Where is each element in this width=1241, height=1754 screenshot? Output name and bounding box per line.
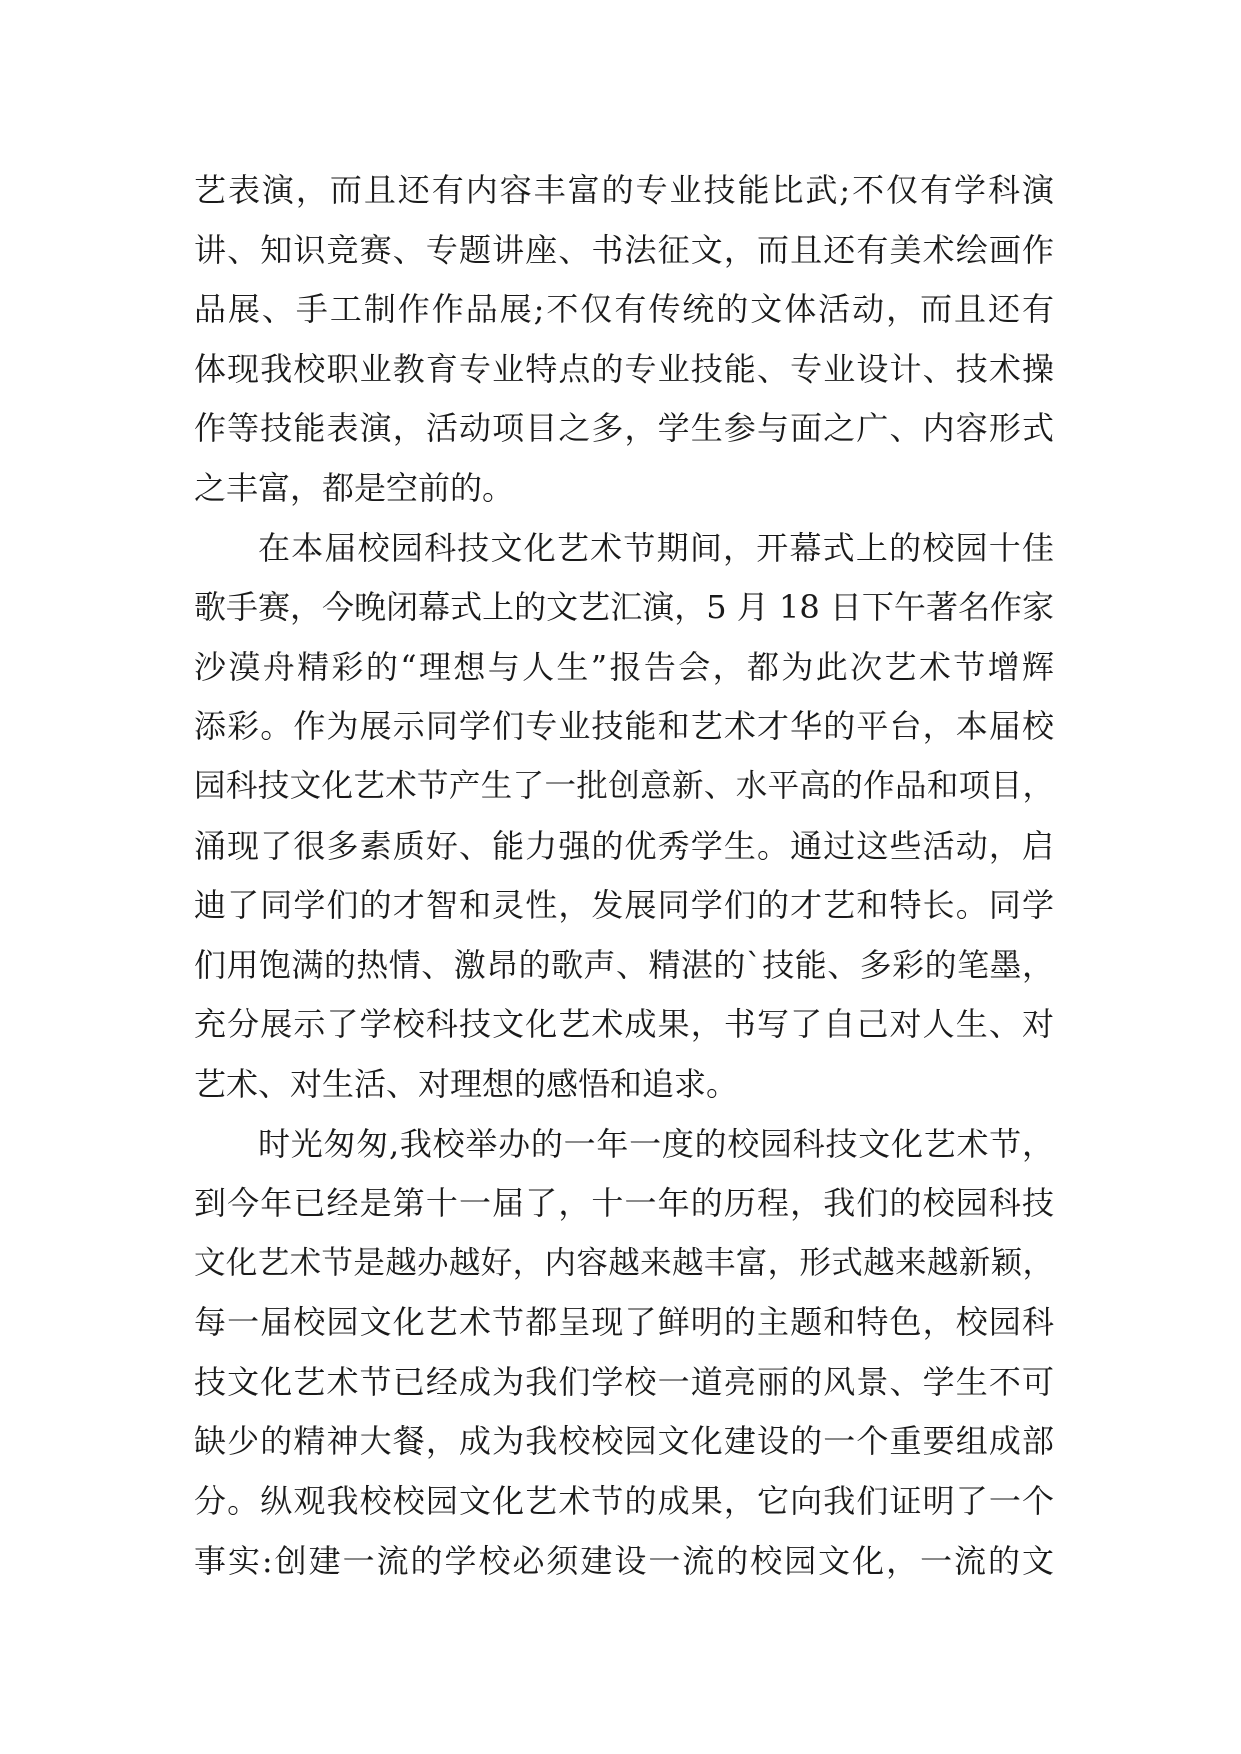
text-line: 园科技文化艺术节产生了一批创意新、水平高的作品和项目，: [194, 767, 1054, 804]
text-line: 品展、手工制作作品展;不仅有传统的文体活动，而且还有: [194, 290, 1054, 329]
text-line: 体现我校职业教育专业特点的专业技能、专业设计、技术操: [194, 349, 1054, 388]
text-line: 讲、知识竞赛、专题讲座、书法征文，而且还有美术绘画作: [194, 230, 1054, 269]
text-line: 事实:创建一流的学校必须建设一流的校园文化，一流的文: [194, 1541, 1054, 1580]
text-line: 在本届校园科技文化艺术节期间，开幕式上的校园十佳: [258, 528, 1054, 567]
text-line: 沙漠舟精彩的“理想与人生”报告会，都为此次艺术节增辉: [194, 647, 1054, 686]
text-line: 文化艺术节是越办越好，内容越来越丰富，形式越来越新颖，: [194, 1244, 1054, 1281]
document-body: [194, 161, 1054, 1591]
text-line: 到今年已经是第十一届了，十一年的历程，我们的校园科技: [194, 1184, 1054, 1223]
text-line: 添彩。作为展示同学们专业技能和艺术才华的平台，本届校: [194, 707, 1054, 746]
text-line: 分。纵观我校校园文化艺术节的成果，它向我们证明了一个: [194, 1482, 1054, 1521]
text-line: 们用饱满的热情、激昂的歌声、精湛的`技能、多彩的笔墨，: [194, 945, 1054, 984]
text-line: 歌手赛，今晚闭幕式上的文艺汇演，5 月 18 日下午著名作家: [194, 588, 1054, 627]
text-line: 艺表演，而且还有内容丰富的专业技能比武;不仅有学科演: [194, 171, 1054, 209]
text-line: 涌现了很多素质好、能力强的优秀学生。通过这些活动，启: [194, 826, 1054, 865]
text-line: 缺少的精神大餐，成为我校校园文化建设的一个重要组成部: [194, 1422, 1054, 1461]
text-line: 技文化艺术节已经成为我们学校一道亮丽的风景、学生不可: [194, 1362, 1054, 1401]
text-line: 之丰富，都是空前的。: [194, 468, 515, 507]
text-line: 艺术、对生活、对理想的感悟和追求。: [194, 1064, 739, 1103]
text-line: 时光匆匆,我校举办的一年一度的校园科技文化艺术节，: [258, 1124, 1054, 1163]
text-line: 每一届校园文化艺术节都呈现了鲜明的主题和特色，校园科: [194, 1303, 1054, 1342]
text-line: 充分展示了学校科技文化艺术成果，书写了自己对人生、对: [194, 1005, 1054, 1044]
text-line: 迪了同学们的才智和灵性，发展同学们的才艺和特长。同学: [194, 886, 1054, 925]
text-line: 作等技能表演，活动项目之多，学生参与面之广、内容形式: [194, 409, 1054, 448]
